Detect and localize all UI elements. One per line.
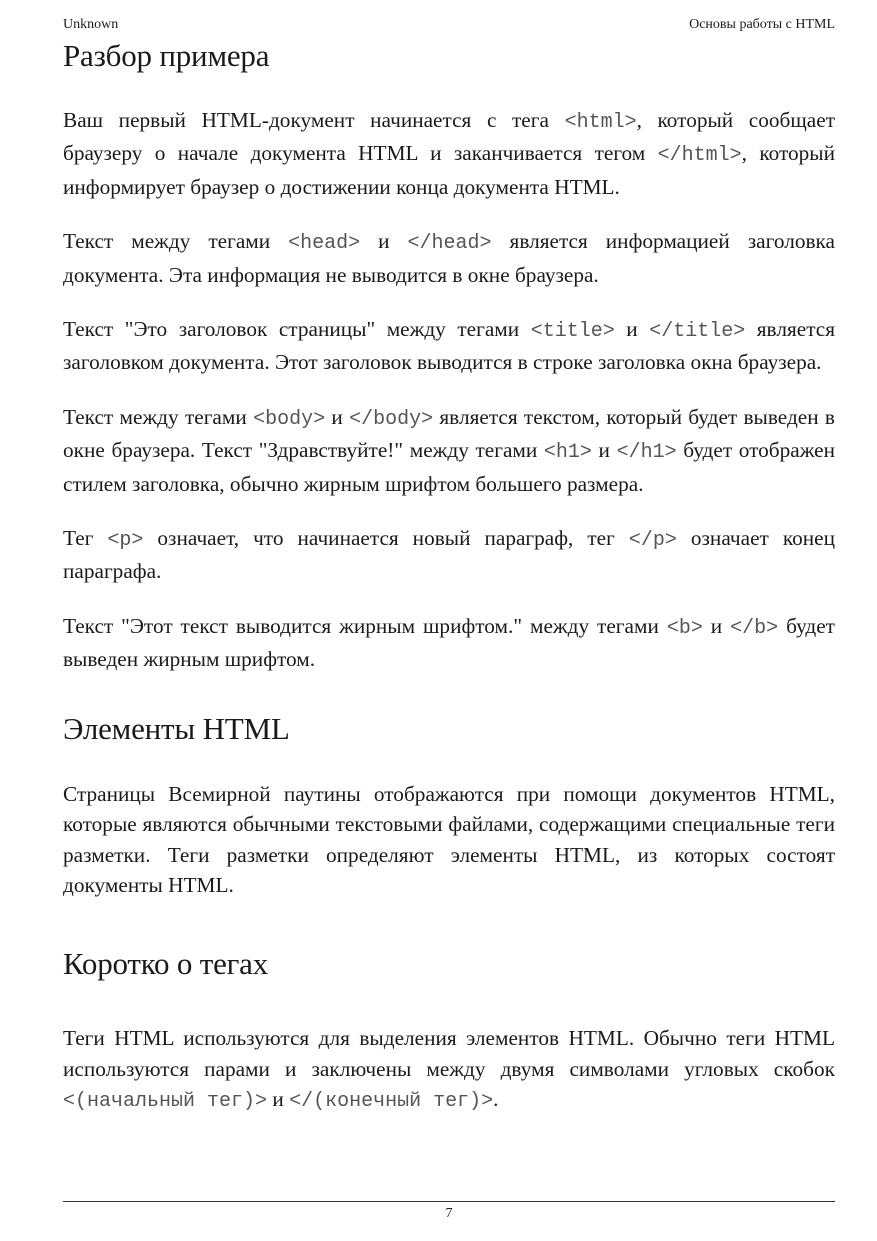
code-title-close: </title> <box>649 320 746 344</box>
paragraph-html-elements: Страницы Всемирной паутины отображаются при помощи документов HTML, которые являются обычными текстовыми файлами, содержащими специальные теги разметки. Теги разметки определяют элементы HTML, из которых состоят документы HTML. <box>63 781 835 897</box>
text: означает, что начинается новый параграф, тег <box>143 526 629 551</box>
text: Текст "Это заголовок страницы" между тегами <box>63 317 531 342</box>
code-body-open: <body> <box>253 407 326 431</box>
code-p-open: <p> <box>107 529 144 553</box>
section-heading-html-elements: Элементы HTML <box>63 710 290 746</box>
text: Текст между тегами <box>63 404 254 429</box>
code-html-open: <html> <box>564 111 637 134</box>
text: означает конец параграфа. <box>63 526 835 584</box>
text: Тег <box>63 526 108 551</box>
text: является заголовком документа. Этот заголовок выводится в строке заголовка окна браузера. <box>63 317 836 375</box>
text: будет выведен жирным шрифтом. <box>63 613 835 672</box>
code-head-close: </head> <box>407 232 492 256</box>
text: Текст между тегами <box>63 229 289 254</box>
footer-divider <box>63 1201 835 1202</box>
running-header <box>63 17 835 35</box>
code-p-close: </p> <box>628 529 677 553</box>
paragraph-html-tag <box>63 105 835 202</box>
code-b-close: </b> <box>730 616 779 640</box>
code-end-tag: </(конечный тег)> <box>289 1090 494 1114</box>
code-html-close: </html> <box>657 144 742 168</box>
paragraph-p-tag <box>63 523 835 587</box>
text: и <box>360 229 408 254</box>
page-number: 7 <box>445 1206 453 1221</box>
paragraph-about-tags <box>63 1023 835 1117</box>
text: и <box>591 438 617 463</box>
header-author: Unknown <box>63 17 119 32</box>
code-b-open: <b> <box>666 616 703 640</box>
page-content <box>63 36 835 1118</box>
section-heading-example-analysis: Разбор примера <box>63 38 270 73</box>
section-heading-about-tags: Коротко о тегах <box>63 946 269 982</box>
paragraph-title-tag <box>63 314 835 378</box>
text: Теги HTML используются для выделения элементов HTML. Обычно теги HTML используются парами и заключены между двумя символами угловых скобок <box>63 1026 835 1081</box>
text: и <box>267 1087 290 1112</box>
text: и <box>325 404 350 429</box>
text: . <box>493 1087 499 1112</box>
paragraph-b-tag <box>63 611 835 675</box>
text: Текст "Этот текст выводится жирным шрифтом." между тегами <box>63 613 667 638</box>
text: , который сообщает браузеру о начале документа HTML и заканчивается тегом <box>63 108 835 166</box>
text: является информацией заголовка документа. Эта информация не выводится в окне браузера. <box>63 229 836 287</box>
code-title-open: <title> <box>530 320 615 344</box>
paragraph-head-tag <box>63 226 835 290</box>
paragraph-body-tag <box>63 402 835 499</box>
header-book-title: Основы работы с HTML <box>689 17 835 32</box>
code-start-tag: <(начальный тег)> <box>63 1090 268 1114</box>
code-h1-close: </h1> <box>616 441 677 465</box>
document-page <box>63 0 835 1241</box>
code-head-open: <head> <box>288 232 361 256</box>
text: и <box>702 613 731 638</box>
text: Ваш первый HTML-документ начинается с тега <box>63 108 565 132</box>
text: , который информирует браузер о достижении конца документа HTML. <box>63 141 836 199</box>
text: будет отображен стилем заголовка, обычно жирным шрифтом большего размера. <box>63 438 836 496</box>
text: и <box>614 317 650 342</box>
code-body-close: </body> <box>349 407 434 431</box>
code-h1-open: <h1> <box>543 441 592 465</box>
text: является текстом, который будет выведен в окне браузера. Текст "Здравствуйте!" между тегами <box>63 404 835 463</box>
